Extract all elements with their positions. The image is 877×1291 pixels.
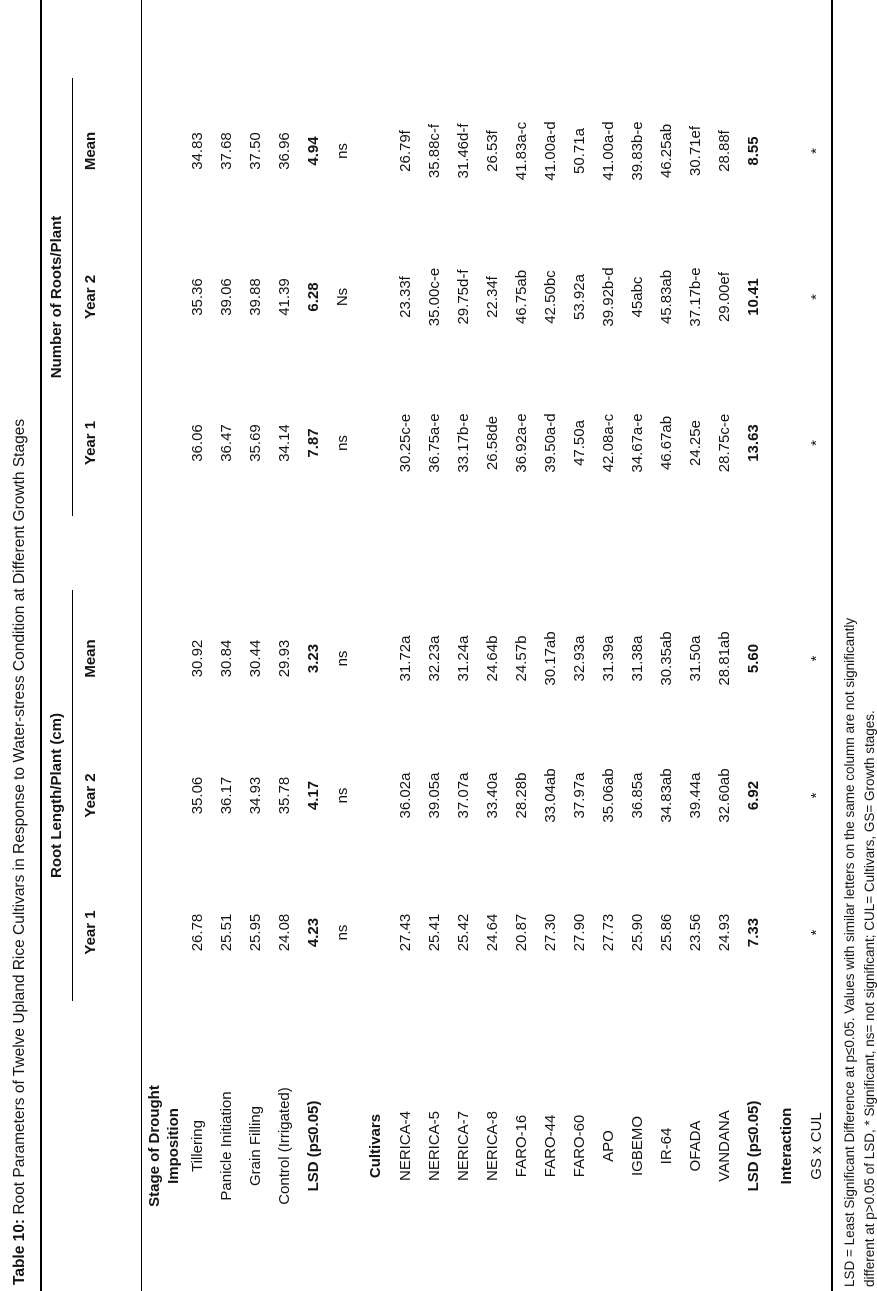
margin-cell <box>478 0 507 78</box>
value-cell: 24.25e <box>687 420 705 466</box>
row-label: FARO-60 <box>571 1114 589 1178</box>
value-cell: 4.23 <box>305 917 323 948</box>
section-header-text: Cultivars <box>367 1113 385 1179</box>
value-cell: 30.25c-e <box>397 413 415 473</box>
column-gap-cell <box>565 516 594 590</box>
col-header-year2-roots: Year 2 <box>72 224 141 370</box>
table-title <box>0 0 31 1291</box>
empty-cell <box>768 78 802 224</box>
row-label <box>328 1001 357 1291</box>
empty-cell <box>768 370 802 516</box>
value-cell: 47.50a <box>571 420 589 466</box>
column-gap-cell <box>241 516 270 590</box>
value-cell: ns <box>334 143 352 159</box>
value-cell: 35.88c-f <box>426 123 444 179</box>
section-header-text: Interaction <box>778 1107 796 1185</box>
value-cell: 26.53f <box>484 130 502 172</box>
value-cell: 31.50a <box>687 635 705 682</box>
value-cell: 26.58de <box>484 415 502 471</box>
value-cell: 4.94 <box>305 136 323 166</box>
value-cell: 4.17 <box>305 780 323 811</box>
value-cell: 30.71ef <box>687 125 705 177</box>
value-cell: 28.28b <box>513 772 531 819</box>
value-cell: * <box>808 655 826 662</box>
value-cell: 8.55 <box>745 136 763 166</box>
value-cell: 45abc <box>629 276 647 318</box>
value-cell: ns <box>334 435 352 451</box>
margin-cell <box>420 0 449 78</box>
footnote-line-1: LSD = Least Significant Difference at p≤0.05. Values with similar letters on the same column are not significantly <box>842 617 858 1287</box>
value-cell: 31.72a <box>397 635 415 682</box>
empty-cell <box>357 370 391 516</box>
table-row <box>241 0 270 1291</box>
section-header-row <box>141 0 183 1291</box>
value-cell: 27.73 <box>600 913 618 952</box>
margin-cell <box>681 0 710 78</box>
empty-cell <box>768 224 802 370</box>
column-gap-cell <box>449 516 478 590</box>
value-cell: 35.69 <box>247 424 265 462</box>
value-cell: 25.86 <box>658 913 676 952</box>
row-label: VANDANA <box>716 1110 734 1182</box>
row-label: LSD (p≤0.05) <box>745 1100 763 1192</box>
table-row <box>594 0 623 1291</box>
col-header-year1-length: Year 1 <box>72 864 141 1001</box>
column-gap-cell <box>652 516 681 590</box>
table-row <box>681 0 710 1291</box>
col-header-year2-length: Year 2 <box>72 727 141 864</box>
value-cell: 53.92a <box>571 274 589 320</box>
section-header-label <box>141 1001 183 1291</box>
value-cell: 24.57b <box>513 635 531 682</box>
group-gap <box>41 516 73 590</box>
margin-cell <box>183 0 212 78</box>
value-cell: 37.97a <box>571 772 589 819</box>
value-cell: 36.92a-e <box>513 413 531 473</box>
group-header-root-length: Root Length/Plant (cm) <box>41 590 73 1001</box>
column-gap-cell <box>328 516 357 590</box>
table-row <box>507 0 536 1291</box>
value-cell: 41.83a-c <box>513 121 531 181</box>
empty-cell <box>768 864 802 1001</box>
value-cell: ns <box>334 787 352 804</box>
value-cell: 30.44 <box>247 639 265 678</box>
value-cell: 26.78 <box>189 913 207 952</box>
value-cell: 46.67ab <box>658 415 676 471</box>
value-cell: 24.08 <box>276 913 294 952</box>
value-cell: 42.08a-c <box>600 413 618 473</box>
sub-header-row <box>72 0 141 1291</box>
table-row <box>449 0 478 1291</box>
value-cell: 46.25ab <box>658 123 676 179</box>
margin-cell <box>449 0 478 78</box>
value-cell: 29.75d-f <box>455 269 473 325</box>
empty-cell <box>357 78 391 224</box>
row-label: APO <box>600 1130 618 1162</box>
row-label: FARO-44 <box>542 1114 560 1178</box>
value-cell: 39.05a <box>426 772 444 819</box>
value-cell: 27.90 <box>571 913 589 952</box>
value-cell: 41.00a-d <box>600 121 618 181</box>
row-label: Tillering <box>189 1120 207 1172</box>
value-cell: 30.84 <box>218 639 236 678</box>
value-cell: 37.07a <box>455 772 473 819</box>
value-cell: * <box>808 792 826 799</box>
row-label: Panicle Initiation <box>218 1091 236 1201</box>
margin-cell <box>328 0 357 78</box>
value-cell: 29.00ef <box>716 271 734 323</box>
value-cell: 35.78 <box>276 776 294 815</box>
margin-cell <box>565 0 594 78</box>
value-cell: 3.23 <box>305 643 323 674</box>
row-label: FARO-16 <box>513 1114 531 1178</box>
column-gap-cell <box>536 516 565 590</box>
data-table <box>40 0 834 1291</box>
empty-cell <box>141 370 183 516</box>
value-cell: 46.75ab <box>513 269 531 325</box>
value-cell: 6.28 <box>305 282 323 312</box>
col-header-mean-roots: Mean <box>72 78 141 224</box>
row-label: NERICA-7 <box>455 1111 473 1182</box>
footnote-line-2: different at p>0.05 of LSD, * Significant, ns= not significant; CUL= Cultivars, GS= Growth stages. <box>861 710 877 1287</box>
value-cell: 37.17b-e <box>687 267 705 327</box>
value-cell: 35.06 <box>189 776 207 815</box>
value-cell: 26.79f <box>397 130 415 172</box>
column-gap-cell <box>507 516 536 590</box>
section-header-label <box>357 1001 391 1291</box>
empty-cell <box>357 864 391 1001</box>
table-row <box>270 0 299 1291</box>
empty-cell <box>141 727 183 864</box>
value-cell: 36.02a <box>397 772 415 819</box>
empty-cell <box>357 727 391 864</box>
value-cell: 36.85a <box>629 772 647 819</box>
table-row <box>420 0 449 1291</box>
value-cell: 39.92b-d <box>600 267 618 327</box>
value-cell: * <box>808 148 826 154</box>
margin-cell <box>241 0 270 78</box>
empty-cell <box>768 727 802 864</box>
table-row <box>710 0 739 1291</box>
table-row <box>802 0 832 1291</box>
column-gap-cell <box>183 516 212 590</box>
value-cell: 22.34f <box>484 276 502 318</box>
table-row <box>212 0 241 1291</box>
empty-cell <box>141 0 183 78</box>
value-cell: Ns <box>334 287 352 307</box>
value-cell: 37.50 <box>247 132 265 170</box>
value-cell: ns <box>334 924 352 941</box>
col-header-mean-length: Mean <box>72 590 141 727</box>
margin-cell <box>594 0 623 78</box>
margin-cell <box>623 0 652 78</box>
margin-cell <box>536 0 565 78</box>
margin-cell <box>710 0 739 78</box>
column-gap-cell <box>802 516 832 590</box>
margin-cell <box>739 0 768 78</box>
column-gap-cell <box>478 516 507 590</box>
value-cell: 27.43 <box>397 913 415 952</box>
empty-cell <box>357 516 391 590</box>
value-cell: ns <box>334 650 352 667</box>
value-cell: 25.90 <box>629 913 647 952</box>
value-cell: 27.30 <box>542 913 560 952</box>
value-cell: 5.60 <box>745 643 763 674</box>
value-cell: 23.33f <box>397 276 415 318</box>
table-number: Table 10: <box>11 1218 28 1285</box>
value-cell: 45.83ab <box>658 269 676 325</box>
margin-cell <box>802 0 832 78</box>
table-row <box>652 0 681 1291</box>
value-cell: 36.47 <box>218 424 236 462</box>
value-cell: 36.75a-e <box>426 413 444 473</box>
column-gap-cell <box>623 516 652 590</box>
value-cell: 24.64 <box>484 913 502 952</box>
table-body <box>141 0 832 1291</box>
right-margin <box>41 0 73 78</box>
value-cell: 35.00c-e <box>426 267 444 327</box>
value-cell: 35.36 <box>189 278 207 316</box>
empty-cell <box>141 864 183 1001</box>
column-gap-cell <box>420 516 449 590</box>
table-row <box>739 0 768 1291</box>
table-row <box>183 0 212 1291</box>
value-cell: 24.93 <box>716 913 734 952</box>
value-cell: 30.35ab <box>658 631 676 686</box>
stub-spacer <box>72 1001 141 1291</box>
value-cell: 33.40a <box>484 772 502 819</box>
table-footnote <box>833 0 877 1291</box>
value-cell: * <box>808 929 826 936</box>
value-cell: 6.92 <box>745 780 763 811</box>
value-cell: 37.68 <box>218 132 236 170</box>
value-cell: 30.92 <box>189 639 207 678</box>
value-cell: 32.93a <box>571 635 589 682</box>
value-cell: 42.50bc <box>542 270 560 324</box>
value-cell: 39.50a-d <box>542 413 560 473</box>
column-gap-cell <box>739 516 768 590</box>
value-cell: 29.93 <box>276 639 294 678</box>
value-cell: 34.83ab <box>658 768 676 823</box>
table-row <box>299 0 328 1291</box>
margin-cell <box>212 0 241 78</box>
section-header-text: Stage of Drought Imposition <box>145 1085 182 1207</box>
value-cell: 25.41 <box>426 913 444 952</box>
column-gap-cell <box>212 516 241 590</box>
value-cell: 39.06 <box>218 278 236 316</box>
row-label: OFADA <box>687 1120 705 1172</box>
value-cell: 32.23a <box>426 635 444 682</box>
value-cell: 39.83b-e <box>629 121 647 181</box>
row-label: IR-64 <box>658 1127 676 1165</box>
margin-cell <box>299 0 328 78</box>
value-cell: 28.75c-e <box>716 413 734 473</box>
section-header-row <box>357 0 391 1291</box>
value-cell: 25.95 <box>247 913 265 952</box>
row-label: NERICA-4 <box>397 1111 415 1182</box>
value-cell: 34.67a-e <box>629 413 647 473</box>
value-cell: 36.96 <box>276 132 294 170</box>
table-row <box>536 0 565 1291</box>
value-cell: 33.17b-e <box>455 413 473 473</box>
row-label: IGBEMO <box>629 1116 647 1177</box>
value-cell: 31.38a <box>629 635 647 682</box>
value-cell: 34.93 <box>247 776 265 815</box>
margin-cell <box>652 0 681 78</box>
value-cell: 39.44a <box>687 772 705 819</box>
stub-spacer <box>41 1001 73 1291</box>
value-cell: 7.33 <box>745 917 763 948</box>
empty-cell <box>141 224 183 370</box>
empty-cell <box>768 590 802 727</box>
empty-cell <box>357 590 391 727</box>
section-header-row <box>768 0 802 1291</box>
empty-cell <box>141 516 183 590</box>
value-cell: 41.00a-d <box>542 121 560 181</box>
column-gap-cell <box>270 516 299 590</box>
col-header-year1-roots: Year 1 <box>72 370 141 516</box>
column-gap-cell <box>299 516 328 590</box>
row-label: GS x CUL <box>808 1112 826 1180</box>
value-cell: 36.17 <box>218 776 236 815</box>
group-gap <box>72 516 141 590</box>
empty-cell <box>768 516 802 590</box>
group-header-number-roots: Number of Roots/Plant <box>41 78 73 516</box>
group-header-row <box>41 0 73 1291</box>
column-gap-cell <box>710 516 739 590</box>
value-cell: 34.14 <box>276 424 294 462</box>
value-cell: 50.71a <box>571 128 589 174</box>
value-cell: 25.42 <box>455 913 473 952</box>
value-cell: 23.56 <box>687 913 705 952</box>
value-cell: 10.41 <box>745 278 763 316</box>
value-cell: 33.04ab <box>542 768 560 823</box>
value-cell: 35.06ab <box>600 768 618 823</box>
empty-cell <box>357 0 391 78</box>
row-label: Grain Filling <box>247 1105 265 1187</box>
value-cell: 31.46d-f <box>455 123 473 179</box>
value-cell: 20.87 <box>513 913 531 952</box>
right-margin <box>72 0 141 78</box>
margin-cell <box>391 0 420 78</box>
value-cell: 34.83 <box>189 132 207 170</box>
value-cell: 32.60ab <box>716 768 734 823</box>
empty-cell <box>141 590 183 727</box>
section-header-label <box>768 1001 802 1291</box>
column-gap-cell <box>391 516 420 590</box>
empty-cell <box>768 0 802 78</box>
row-label: NERICA-8 <box>484 1111 502 1182</box>
value-cell: 28.81ab <box>716 631 734 686</box>
value-cell: 24.64b <box>484 635 502 682</box>
value-cell: * <box>808 294 826 300</box>
margin-cell <box>270 0 299 78</box>
margin-cell <box>507 0 536 78</box>
value-cell: 31.24a <box>455 635 473 682</box>
column-gap-cell <box>594 516 623 590</box>
value-cell: 31.39a <box>600 635 618 682</box>
row-label: Control (Irrigated) <box>276 1087 294 1205</box>
value-cell: * <box>808 440 826 446</box>
table-row <box>565 0 594 1291</box>
value-cell: 39.88 <box>247 278 265 316</box>
value-cell: 7.87 <box>305 428 323 458</box>
value-cell: 41.39 <box>276 278 294 316</box>
value-cell: 36.06 <box>189 424 207 462</box>
column-gap-cell <box>681 516 710 590</box>
value-cell: 28.88f <box>716 130 734 172</box>
row-label: LSD (p≤0.05) <box>305 1100 323 1192</box>
table-row <box>623 0 652 1291</box>
empty-cell <box>357 224 391 370</box>
table-row <box>478 0 507 1291</box>
row-label: NERICA-5 <box>426 1111 444 1182</box>
table-row <box>328 0 357 1291</box>
value-cell: 13.63 <box>745 424 763 462</box>
table-caption: Root Parameters of Twelve Upland Rice Cultivars in Response to Water-stress Condition at Different Growth Stages <box>11 418 28 1219</box>
value-cell: 30.17ab <box>542 631 560 686</box>
table-row <box>391 0 420 1291</box>
empty-cell <box>141 78 183 224</box>
value-cell: 25.51 <box>218 913 236 952</box>
